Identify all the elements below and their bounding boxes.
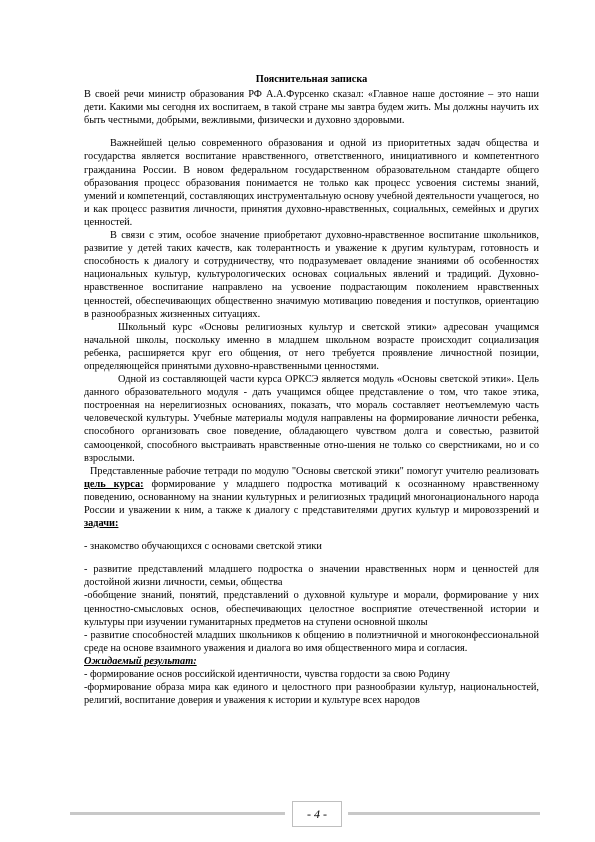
footer-rule-left	[70, 812, 285, 815]
result-item: - формирование основ российской идентичности, чувства гордости за свою Родину	[84, 669, 451, 681]
paragraph-module: Одной из составляющей части курса ОРКСЭ является модуль «Основы светской этики». Цель данного образовательного модуля - дать учащимся общее представление о том, что такое этика, построенная на нерелигиозных основаниях, показать, что мораль составляет неотъемлемую часть человеческой культуры. Учебные материалы модуля направлены на формирование личности ребенка, способного организовать свое поведение, обладающего чувством долга и совестью, развитой самооценкой, способного выстраивать нравственные отно-шения не только со сверстниками, но и со взрослыми.	[84, 374, 539, 464]
paragraph-goal: Важнейшей целью современного образования и одной из приоритетных задач общества и государства является воспитание нравственного, ответственного, инициативного и компетентного гражданина России. В новом федеральном государственном образовательном стандарте общего образования процесс образования понимается не только как процесс усвоения системы знаний, умений и компетенций, составляющих инструментальную основу учебной деятельности учащегося, но и как процесс развития личности, принятия духовно-нравственных, социальных, семейных и других ценностей.	[84, 138, 539, 228]
course-goal-label: цель курса:	[84, 478, 144, 490]
document-body	[84, 73, 539, 707]
result-heading: Ожидаемый результат:	[84, 655, 197, 667]
paragraph-workbooks	[84, 465, 539, 530]
document-title: Пояснительная записка	[255, 74, 368, 85]
intro-paragraph: В своей речи министр образования РФ А.А.Фурсенко сказал: «Главное наше достояние – это наши дети. Какими мы сегодня их воспитаем, в такой стране мы завтра будем жить. Мы должны научить их быть честными, добрыми, вежливыми, физически и духовно здоровыми.	[84, 89, 539, 127]
task-item: - знакомство обучающихся с основами светской этики	[84, 541, 322, 553]
task-item: - развитие способностей младших школьников к общению в полиэтничной и многоконфессиональной среде на основе взаимного уважения и диалога во имя общественного мира и согласия.	[84, 629, 539, 654]
workbooks-text-middle: формирование у младшего подростка мотиваций к осознанному нравственному поведению, основанному на знании культурных и религиозных традиций многонационального народа России и уважении к ним, а также к диалогу с представителями других культур и мировоззрений и	[84, 478, 539, 516]
tasks-label: задачи:	[84, 518, 119, 530]
page-footer	[70, 800, 540, 830]
paragraph-course: Школьный курс «Основы религиозных культур и светской этики» адресован учащимся начальной школы, поскольку именно в младшем школьном возрасте происходит социализация ребенка, расширяется круг его общения, от него требуется проявление личностной позиции, определяющейся принятыми духовно-нравственными ценностями.	[84, 321, 539, 372]
workbooks-text-start: Представленные рабочие тетради по модулю "Основы светской этики" помогут учителю реализовать	[90, 465, 539, 477]
result-item: -формирование образа мира как единого и целостного при разнообразии культур, национальностей, религий, воспитание доверия и уважения к истории и культуре всех народов	[84, 682, 539, 707]
page-number: - 4 -	[292, 801, 342, 827]
footer-rule-right	[348, 812, 540, 815]
task-item: -обобщение знаний, понятий, представлений о духовной культуре и морали, формирование у них ценностно-смысловых основ, обеспечивающих целостное восприятие отечественной истории и культуры при изучении гуманитарных предметов на ступени основной школы	[84, 590, 539, 628]
task-item: - развитие представлений младшего подростка о значении нравственных норм и ценностей для достойной жизни личности, семьи, общества	[84, 564, 539, 589]
paragraph-spiritual-education: В связи с этим, особое значение приобретают духовно-нравственное воспитание школьников, развитие у детей таких качеств, как толерантность и уважение к другим культурам, готовность и способность к диалогу и сотрудничеству, что подразумевает овладение знаниями об особенностях национальных культур, культурологических основах социальных явлений и традиций. Духовно-нравственное воспитание направлено на усвоение подрастающим поколением нравственных ценностей, обеспечивающих общественно значимую мотивацию поведения и поступков, ориентацию в разнообразных жизненных ситуациях.	[84, 230, 539, 320]
